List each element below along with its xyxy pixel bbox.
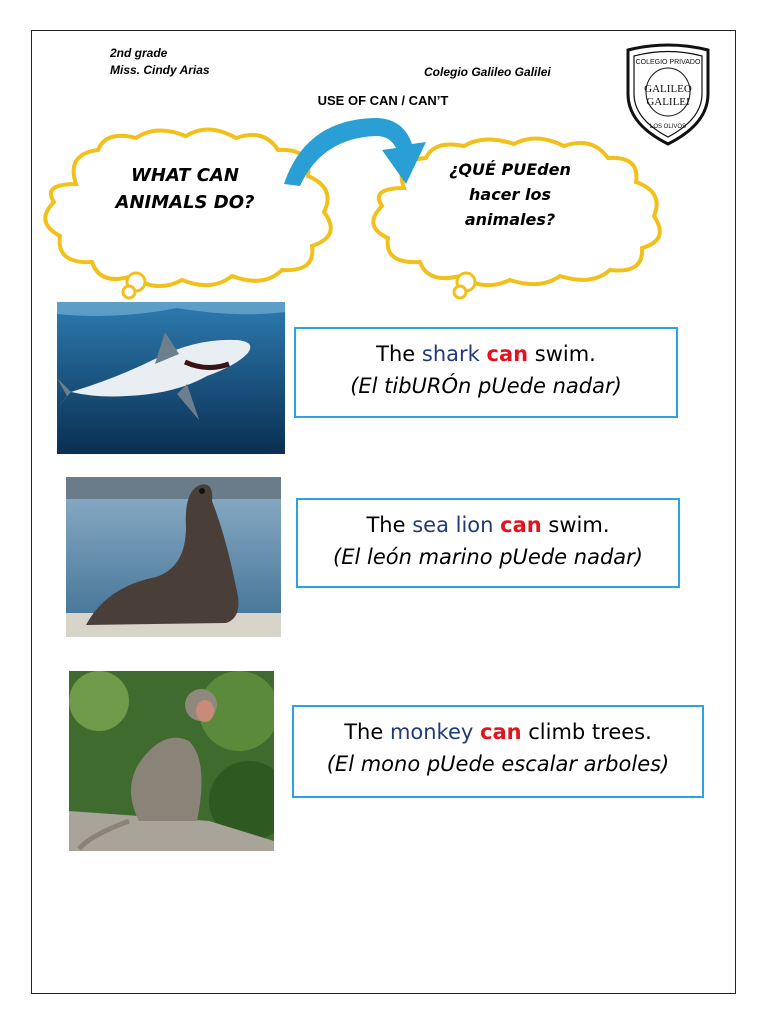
animal-word-shark: shark [421,342,480,366]
cloud-right-text [420,157,600,232]
sentence-box-monkey [292,705,704,798]
logo-bottom-text: LOS OLIVOS [649,124,687,130]
sentence-box-sea-lion [296,498,680,588]
cloud-left-text [90,162,280,216]
cloud-left-line2: ANIMALS DO? [115,192,255,213]
cloud-right-line2: hacer los [469,185,551,204]
shark-photo [57,302,285,454]
school-name: Colegio Galileo Galilei [424,65,551,79]
page-title: USE OF CAN / CAN’T [317,93,449,108]
sentence-box-shark [294,327,678,418]
translation-sea-lion: (El león marino pUede nadar) [333,545,643,569]
can-word: can [480,720,522,744]
curved-arrow-icon [278,104,438,190]
logo-main-1: GALILEO [644,83,692,95]
can-word: can [486,342,529,366]
sentence-shark: The shark can swim. [376,342,596,366]
cloud-left-line1: WHAT CAN [131,165,239,186]
animal-word-monkey: monkey [389,720,474,744]
grade-label: 2nd grade [110,46,168,60]
cloud-right-line1: ¿QUÉ PUEden [449,160,571,179]
translation-shark: (El tibURÓn pUede nadar) [350,374,622,398]
can-word: can [500,513,542,537]
teacher-name: Miss. Cindy Arias [110,63,210,77]
logo-top-text: COLEGIO PRIVADO [635,59,701,66]
animal-word-sea-lion: sea lion [412,513,494,537]
sea-lion-photo [66,477,281,637]
sentence-sea-lion: The sea lion can swim. [366,513,610,537]
monkey-photo [69,671,274,851]
logo-main-2: GALILEI [646,96,690,108]
sentence-monkey: The monkey can climb trees. [344,720,652,744]
cloud-right-line3: animales? [464,210,556,229]
translation-monkey: (El mono pUede escalar arboles) [326,752,670,776]
